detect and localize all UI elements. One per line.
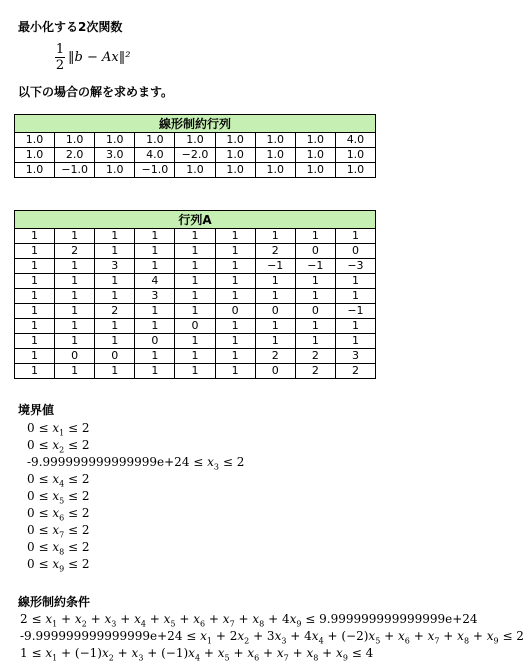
table-cell: 1.0 <box>175 133 215 148</box>
constraint-line: $-9.999999999999999e+24 \le x_1 + 2x_2 + 3x_3 + 4x_4 + (-2)x_5 + x_6 + x_7 + x_8 + x_9 \le 2$ <box>20 629 524 646</box>
constraint-matrix-row <box>15 163 376 178</box>
constraint-matrix-row <box>15 148 376 163</box>
table-cell: 1.0 <box>335 148 375 163</box>
table-cell: 2 <box>95 304 135 319</box>
table-cell: 1 <box>175 334 215 349</box>
table-cell: 0 <box>135 334 175 349</box>
table-cell: 0 <box>295 304 335 319</box>
matrix-a-row <box>15 334 376 349</box>
table-cell: 1 <box>215 229 255 244</box>
table-cell: 1 <box>15 349 55 364</box>
table-cell: 0 <box>295 244 335 259</box>
table-cell: 2 <box>255 244 295 259</box>
table-cell: 2 <box>335 364 375 379</box>
table-cell: 0 <box>255 304 295 319</box>
bound-line: $0 \le x_2 \le 2$ <box>27 438 90 455</box>
table-cell: 1 <box>175 364 215 379</box>
matrix-a-row <box>15 244 376 259</box>
table-cell: 1 <box>295 334 335 349</box>
matrix-a-row <box>15 289 376 304</box>
table-cell: 1 <box>135 244 175 259</box>
table-cell: 3 <box>335 349 375 364</box>
table-cell: 1 <box>255 319 295 334</box>
table-cell: 1 <box>95 364 135 379</box>
table-cell: −1.0 <box>135 163 175 178</box>
table-cell: 1 <box>15 304 55 319</box>
table-cell: 1 <box>15 364 55 379</box>
table-cell: 1 <box>55 259 95 274</box>
table-cell: 1.0 <box>255 148 295 163</box>
bound-line: $0 \le x_8 \le 2$ <box>27 540 90 557</box>
table-cell: 1 <box>335 289 375 304</box>
table-cell: −1.0 <box>55 163 95 178</box>
table-cell: −2.0 <box>175 148 215 163</box>
table-cell: 1 <box>335 334 375 349</box>
table-cell: −3 <box>335 259 375 274</box>
matrix-a-row <box>15 274 376 289</box>
table-cell: 1 <box>15 319 55 334</box>
table-cell: 1 <box>295 229 335 244</box>
bound-line: $-9.999999999999999e+24 \le x_3 \le 2$ <box>27 455 245 472</box>
page-title: 最小化する2次関数 <box>18 20 123 34</box>
table-cell: 3.0 <box>95 148 135 163</box>
table-cell: 1 <box>255 274 295 289</box>
constraint-line: $2 \le x_1 + x_2 + x_3 + x_4 + x_5 + x_6 + x_7 + x_8 + 4x_9 \le 9.999999999999999e+24$ <box>20 612 478 629</box>
table-cell: 1 <box>295 319 335 334</box>
table-cell: 1 <box>215 349 255 364</box>
bound-line: $0 \le x_1 \le 2$ <box>27 421 90 438</box>
bound-line: $0 \le x_4 \le 2$ <box>27 472 90 489</box>
table-cell: 1 <box>55 229 95 244</box>
table-cell: 1 <box>55 334 95 349</box>
table-cell: 1.0 <box>15 133 55 148</box>
table-cell: 1 <box>15 244 55 259</box>
table-cell: 1 <box>135 349 175 364</box>
table-cell: 2.0 <box>55 148 95 163</box>
table-cell: 1 <box>215 289 255 304</box>
table-cell: 1 <box>15 274 55 289</box>
table-cell: 1 <box>255 229 295 244</box>
table-cell: 1.0 <box>295 148 335 163</box>
bound-line: $0 \le x_9 \le 2$ <box>27 557 90 574</box>
constraint-line: $1 \le x_1 + (-1)x_2 + x_3 + (-1)x_4 + x_5 + x_6 + x_7 + x_8 + x_9 \le 4$ <box>20 646 374 663</box>
matrix-a-row <box>15 229 376 244</box>
table-cell: 1 <box>335 274 375 289</box>
table-cell: 1.0 <box>95 163 135 178</box>
table-cell: 1 <box>335 229 375 244</box>
table-cell: 1.0 <box>215 148 255 163</box>
table-cell: 1 <box>15 334 55 349</box>
table-cell: 2 <box>255 349 295 364</box>
table-cell: 1 <box>175 229 215 244</box>
fraction-numerator: 1 <box>55 42 65 57</box>
table-cell: 1 <box>55 319 95 334</box>
table-cell: 0 <box>175 319 215 334</box>
table-cell: 1 <box>135 259 175 274</box>
table-cell: 1 <box>15 289 55 304</box>
table-cell: 3 <box>95 259 135 274</box>
matrix-a-table <box>14 210 376 379</box>
objective-fraction <box>54 42 66 73</box>
table-cell: 1 <box>95 289 135 304</box>
table-cell: 1.0 <box>255 163 295 178</box>
table-cell: 1 <box>135 319 175 334</box>
table-cell: 1 <box>95 319 135 334</box>
table-cell: 1 <box>215 244 255 259</box>
fraction-denominator: 2 <box>55 58 65 73</box>
matrix-a-row <box>15 259 376 274</box>
table-cell: 0 <box>215 304 255 319</box>
matrix-a-row <box>15 364 376 379</box>
table-cell: 2 <box>295 349 335 364</box>
constraint-matrix-table <box>14 114 376 178</box>
table-cell: 1 <box>135 304 175 319</box>
table-cell: 1 <box>255 334 295 349</box>
matrix-a-row <box>15 349 376 364</box>
table-cell: −1 <box>255 259 295 274</box>
table-cell: 1 <box>55 289 95 304</box>
subtitle: 以下の場合の解を求めます。 <box>18 85 174 99</box>
table-cell: 1.0 <box>135 133 175 148</box>
bound-line: $0 \le x_5 \le 2$ <box>27 489 90 506</box>
table-cell: 1.0 <box>15 148 55 163</box>
table-cell: 1.0 <box>175 163 215 178</box>
table-cell: −1 <box>295 259 335 274</box>
table-cell: 1 <box>55 274 95 289</box>
table-cell: 1 <box>175 259 215 274</box>
table-cell: 4.0 <box>135 148 175 163</box>
table-cell: 1 <box>175 304 215 319</box>
table-cell: 1 <box>135 364 175 379</box>
table-cell: 1 <box>95 274 135 289</box>
table-cell: 1 <box>55 364 95 379</box>
constraint-matrix-row <box>15 133 376 148</box>
table-cell: 3 <box>135 289 175 304</box>
objective-expression: ‖b − Ax‖² <box>68 50 131 65</box>
table-cell: 1 <box>335 319 375 334</box>
table-cell: 1 <box>55 304 95 319</box>
table-cell: 2 <box>295 364 335 379</box>
table-cell: 4 <box>135 274 175 289</box>
table-cell: 0 <box>55 349 95 364</box>
table-cell: 1 <box>215 274 255 289</box>
table-cell: 1 <box>215 364 255 379</box>
linear-constraints-heading: 線形制約条件 <box>18 595 91 609</box>
table-cell: 1 <box>175 349 215 364</box>
table-cell: 4.0 <box>335 133 375 148</box>
table-cell: 1 <box>175 274 215 289</box>
table-cell: 1 <box>215 259 255 274</box>
table-cell: 0 <box>255 364 295 379</box>
table-cell: 1.0 <box>295 133 335 148</box>
matrix-a-row <box>15 304 376 319</box>
table-cell: 1 <box>135 229 175 244</box>
table-cell: 1.0 <box>215 133 255 148</box>
bound-line: $0 \le x_7 \le 2$ <box>27 523 90 540</box>
table-cell: 1 <box>95 334 135 349</box>
table-cell: 1 <box>15 229 55 244</box>
table-cell: 0 <box>95 349 135 364</box>
bound-line: $0 \le x_6 \le 2$ <box>27 506 90 523</box>
table-cell: 1 <box>215 319 255 334</box>
table-cell: 1.0 <box>295 163 335 178</box>
table-cell: 1 <box>175 289 215 304</box>
table-cell: 1 <box>295 274 335 289</box>
table-cell: 1.0 <box>95 133 135 148</box>
table-cell: 1.0 <box>55 133 95 148</box>
matrix-a-row <box>15 319 376 334</box>
matrix-a-header: 行列A <box>15 211 376 229</box>
table-cell: 1 <box>215 334 255 349</box>
table-cell: 1.0 <box>215 163 255 178</box>
table-cell: 1 <box>95 244 135 259</box>
table-cell: 1 <box>95 229 135 244</box>
table-cell: 1 <box>15 259 55 274</box>
table-cell: 1.0 <box>335 163 375 178</box>
table-cell: −1 <box>335 304 375 319</box>
table-cell: 0 <box>335 244 375 259</box>
table-cell: 1.0 <box>15 163 55 178</box>
bounds-heading: 境界値 <box>18 403 55 417</box>
constraint-matrix-header: 線形制約行列 <box>15 115 376 133</box>
table-cell: 1 <box>295 289 335 304</box>
table-cell: 1 <box>175 244 215 259</box>
table-cell: 2 <box>55 244 95 259</box>
table-cell: 1 <box>255 289 295 304</box>
table-cell: 1.0 <box>255 133 295 148</box>
